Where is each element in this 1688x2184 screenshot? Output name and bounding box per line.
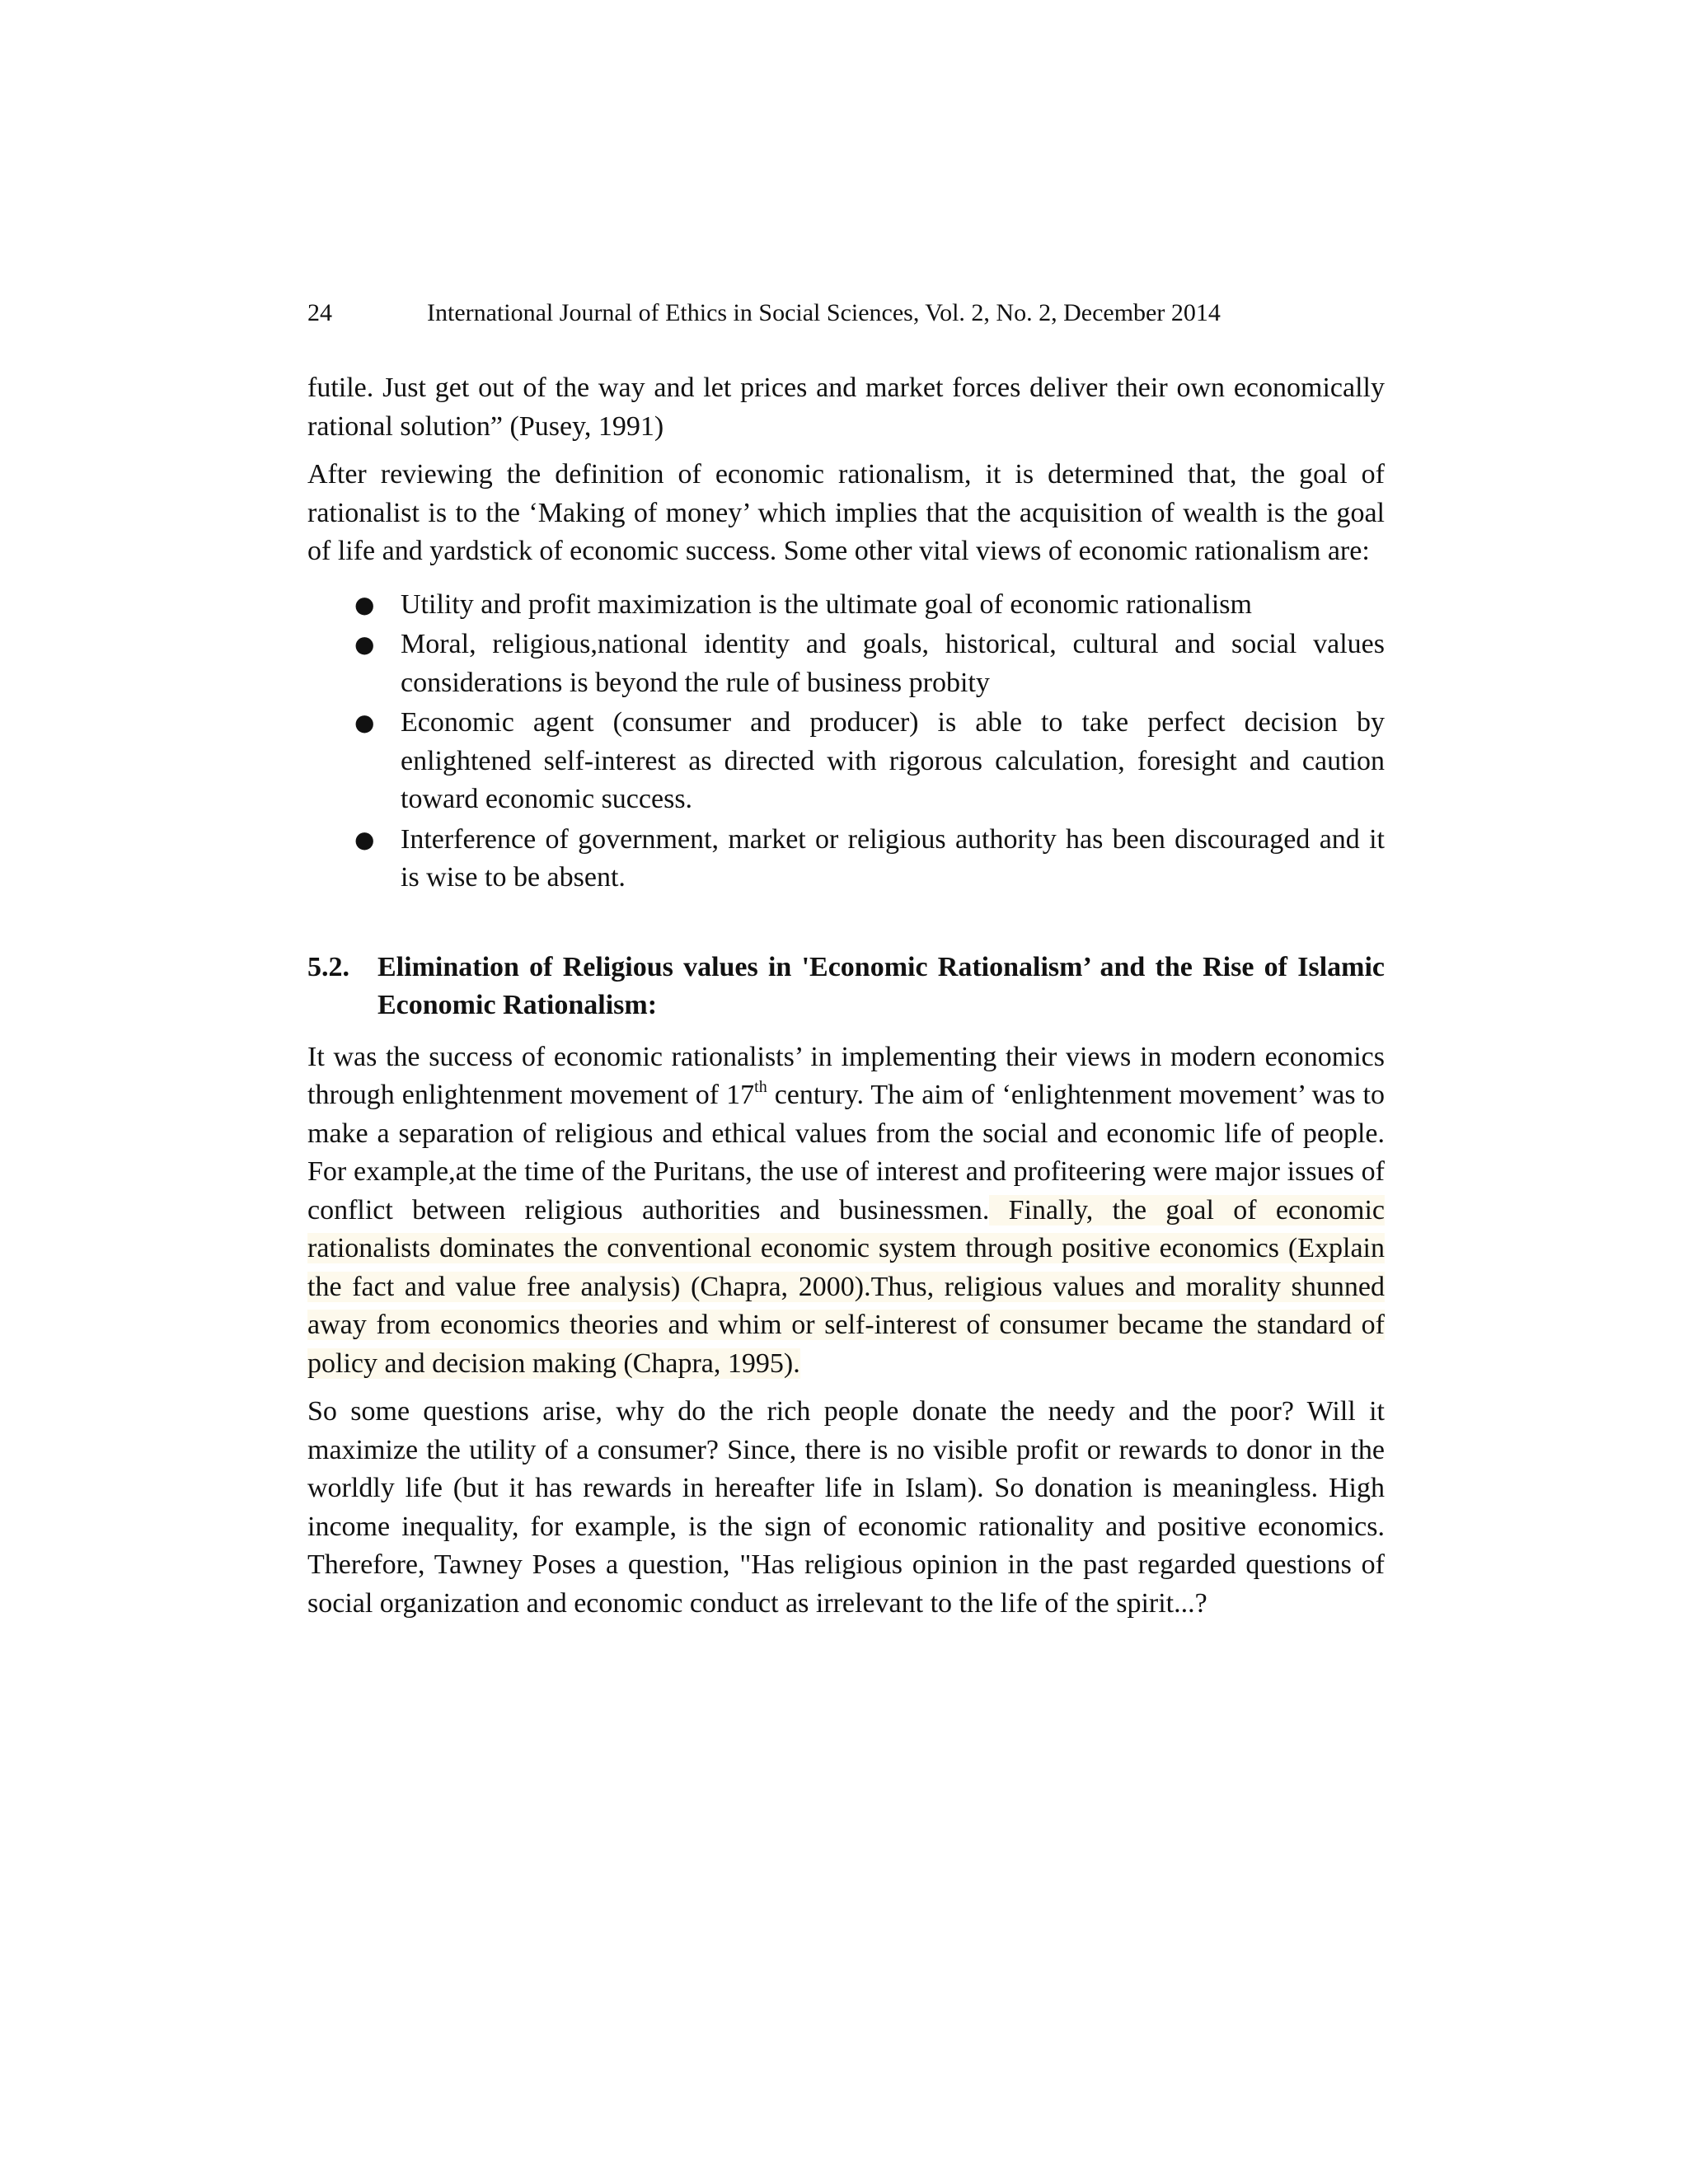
list-item-text: Interference of government, market or religious authority has been discouraged and it is wise to be absent. (401, 823, 1385, 893)
bullet-icon: ● (354, 825, 375, 853)
list-item-text: Utility and profit maximization is the ultimate goal of economic rationalism (401, 588, 1252, 620)
highlighted-text: Finally, the goal of economic rationalists dominates the conventional economic system through positive economics (Explain the fact and value free analysis) (Chapra, 2000).Thus, religious values and morality shunned away from economics theories and whim or self-interest of consumer became the standard of policy and decision making (Chapra, 1995). (307, 1194, 1385, 1379)
paragraph-continuation: futile. Just get out of the way and let prices and market forces deliver their own economically rational solution” (Pusey, 1991) (307, 373, 1385, 442)
paragraph-questions: So some questions arise, why do the rich people donate the needy and the poor? Will it maximize the utility of a consumer? Since, there is no visible profit or rewards to donor in the worldly life (but it has rewards in hereafter life in Islam). So donation is meaningless. High income inequality, for example, is the sign of economic rationality and positive economics. Therefore, Tawney Poses a question, "Has religious opinion in the past regarded questions of social organization and economic conduct as irrelevant to the life of the spirit...? (307, 1396, 1385, 1619)
list-item (307, 586, 1385, 625)
bullet-icon: ● (354, 630, 375, 658)
bullet-icon: ● (354, 709, 375, 736)
paragraph-definition-review: After reviewing the definition of economic rationalism, it is determined that, the goal of rationalist is to the ‘Making of money’ which implies that the acquisition of wealth is the goal of life and yardstick of economic success. Some other vital views of economic rationalism are: (307, 459, 1385, 566)
paragraph-enlightenment (307, 1038, 1385, 1384)
list-item-text: Economic agent (consumer and producer) is able to take perfect decision by enlightened self-interest as directed with rigorous calculation, foresight and caution toward economic success. (401, 707, 1385, 814)
list-item-text: Moral, religious,national identity and goals, historical, cultural and social values considerations is beyond the rule of business probity (401, 629, 1385, 698)
paragraph-text: century. The aim of ‘enlightenment movement’ was to make a separation of religious and ethical values from the social and economic life of people. For example,at the time of the Puritans, the use of interest and profiteering were major issues of conflict between religious authorities and businessmen. (307, 1080, 1385, 1226)
body-text (307, 369, 1385, 1633)
journal-citation: International Journal of Ethics in Social Sciences, Vol. 2, No. 2, December 2014 (427, 299, 1221, 326)
paragraph-text: It was the success of economic rationalists’ in implementing their views in modern economics through enlightenment movement of 17 (307, 1041, 1385, 1110)
bullet-icon: ● (354, 590, 375, 618)
list-item (307, 626, 1385, 702)
page-number: 24 (307, 299, 332, 326)
list-item (307, 704, 1385, 819)
section-heading (307, 949, 1385, 1025)
superscript-ordinal: th (754, 1078, 767, 1096)
bullet-list (307, 586, 1385, 898)
section-title: Elimination of Religious values in 'Economic Rationalism’ and the Rise of Islamic Economic Rationalism: (377, 951, 1385, 1020)
list-item (307, 821, 1385, 898)
section-number: 5.2. (307, 951, 349, 982)
